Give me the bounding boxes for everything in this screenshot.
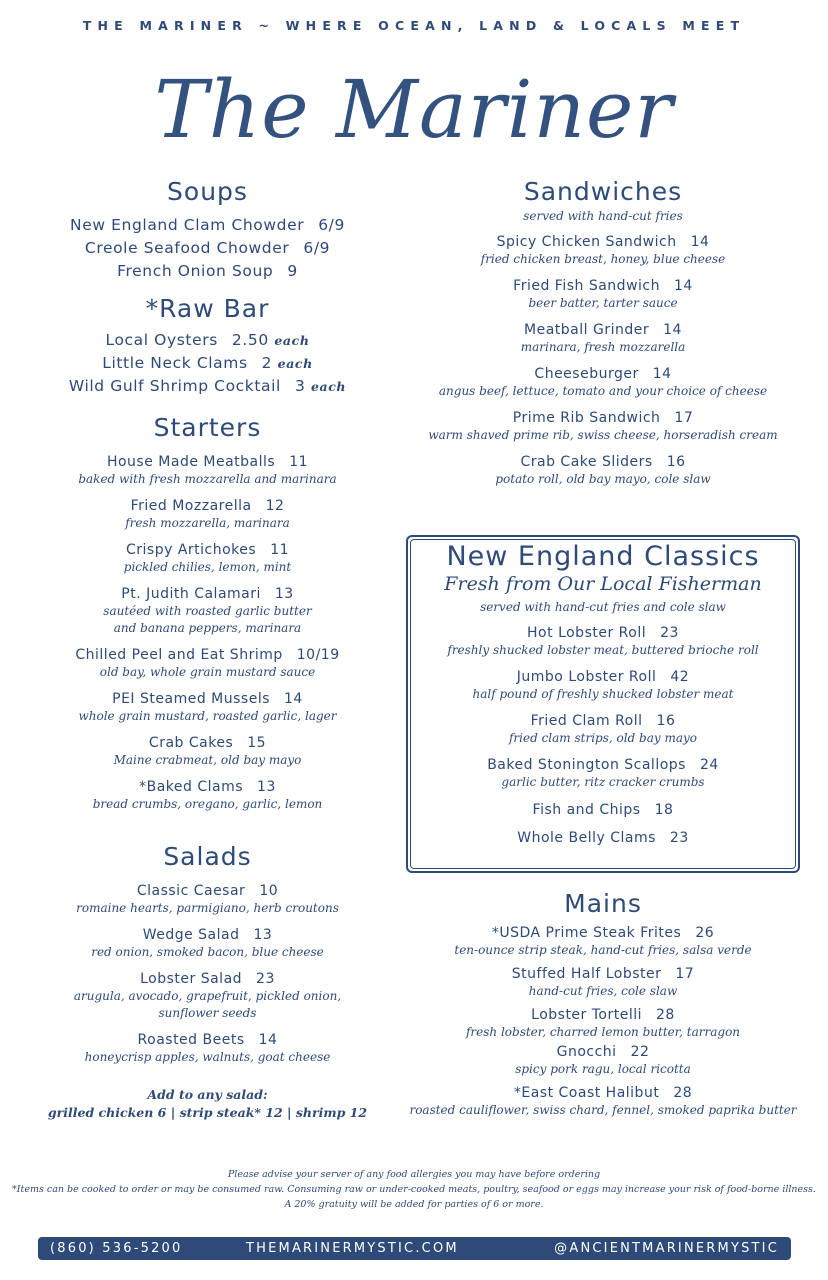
raw-bar-item: Local Oysters 2.50 each (105, 331, 310, 349)
phone-number[interactable]: (860) 536-5200 (50, 1241, 183, 1256)
addon-items: grilled chicken 6 | strip steak* 12 | shrimp 12 (47, 1105, 368, 1120)
salad-addons (25, 1086, 390, 1122)
starters-section (25, 412, 390, 813)
starter-item: Chilled Peel and Eat Shrimp 10/19 old bay, whole grain mustard sauce (75, 647, 340, 679)
sandwich-item: Fried Fish Sandwich 14 beer batter, tarter sauce (513, 278, 693, 310)
salads-title: Salads (163, 842, 252, 871)
starters-title: Starters (153, 413, 262, 442)
starter-item: House Made Meatballs 11 baked with fresh mozzarella and marinara (78, 454, 337, 486)
sandwiches-section (408, 176, 798, 488)
classic-item: Jumbo Lobster Roll 42 half pound of freshly shucked lobster meat (472, 669, 734, 701)
salads-section (25, 841, 390, 1122)
raw-bar-section (25, 293, 390, 398)
allergy-note: Please advise your server of any food allergies you may have before ordering (227, 1169, 601, 1180)
starter-item: Crab Cakes 15 Maine crabmeat, old bay mayo (113, 735, 302, 767)
header-tagline: THE MARINER ~ WHERE OCEAN, LAND & LOCALS MEET (82, 18, 746, 33)
starter-item: Fried Mozzarella 12 fresh mozzarella, marinara (125, 498, 290, 530)
sandwich-item: Cheeseburger 14 angus beef, lettuce, tomato and your choice of cheese (438, 366, 768, 398)
main-item: *USDA Prime Steak Frites 26 ten-ounce strip steak, hand-cut fries, salsa verde (454, 925, 752, 957)
raw-bar-title: *Raw Bar (145, 294, 270, 323)
soup-item: French Onion Soup 9 (117, 262, 298, 280)
sandwich-item: Crab Cake Sliders 16 potato roll, old bay mayo, cole slaw (495, 454, 711, 486)
salad-item: Roasted Beets 14 honeycrisp apples, walnuts, goat cheese (84, 1032, 331, 1064)
mains-title: Mains (564, 889, 642, 918)
classic-item: Fried Clam Roll 16 fried clam strips, old bay mayo (508, 713, 698, 745)
starter-item: PEI Steamed Mussels 14 whole grain mustard, roasted garlic, lager (78, 691, 337, 723)
left-column (25, 176, 390, 1122)
starter-item: *Baked Clams 13 bread crumbs, oregano, garlic, lemon (92, 779, 323, 811)
soup-item: Creole Seafood Chowder 6/9 (84, 239, 331, 257)
salad-item: Wedge Salad 13 red onion, smoked bacon, blue cheese (91, 927, 324, 959)
main-item: *East Coast Halibut 28 roasted cauliflower, swiss chard, fennel, smoked paprika butter (409, 1085, 797, 1117)
restaurant-logo: The Mariner (154, 63, 674, 156)
soup-item: New England Clam Chowder 6/9 (70, 216, 345, 234)
raw-bar-item: Wild Gulf Shrimp Cocktail 3 each (68, 377, 347, 395)
classic-item: Baked Stonington Scallops 24 garlic butter, ritz cracker crumbs (487, 757, 719, 789)
classics-title: New England Classics (446, 541, 760, 572)
starter-item: Crispy Artichokes 11 pickled chilies, lemon, mint (123, 542, 292, 574)
addon-title: Add to any salad: (147, 1087, 268, 1102)
classics-tagline: Fresh from Our Local Fisherman (444, 573, 762, 595)
classics-subtitle: served with hand-cut fries and cole slaw (480, 600, 726, 614)
right-column (408, 176, 798, 488)
salad-item: Lobster Salad 23 arugula, avocado, grapefruit, pickled onion, sunflower seeds (73, 971, 342, 1020)
sandwiches-title: Sandwiches (523, 177, 683, 206)
social-handle[interactable]: @ANCIENTMARINERMYSTIC (554, 1241, 779, 1256)
sandwiches-subtitle: served with hand-cut fries (523, 209, 683, 223)
sandwich-item: Prime Rib Sandwich 17 warm shaved prime rib, swiss cheese, horseradish cream (428, 410, 778, 442)
classic-item: Hot Lobster Roll 23 freshly shucked lobster meat, buttered brioche roll (447, 625, 759, 657)
main-item: Gnocchi 22 spicy pork ragu, local ricotta (515, 1044, 691, 1076)
classic-item: Fish and Chips 18 (532, 802, 674, 818)
gratuity-note: A 20% gratuity will be added for parties of 6 or more. (284, 1199, 544, 1210)
website-link[interactable]: THEMARINERMYSTIC.COM (246, 1241, 459, 1256)
contact-bar (38, 1237, 791, 1260)
main-item: Stuffed Half Lobster 17 hand-cut fries, cole slaw (511, 966, 695, 998)
main-item: Lobster Tortelli 28 fresh lobster, charred lemon butter, tarragon (465, 1007, 741, 1039)
footer-notes (0, 1167, 828, 1212)
raw-bar-item: Little Neck Clams 2 each (102, 354, 313, 372)
mains-section (406, 888, 800, 1119)
soups-section (25, 176, 390, 283)
classic-item: Whole Belly Clams 23 (517, 830, 689, 846)
sandwich-item: Spicy Chicken Sandwich 14 fried chicken breast, honey, blue cheese (480, 234, 726, 266)
sandwich-item: Meatball Grinder 14 marinara, fresh mozzarella (520, 322, 686, 354)
starter-item: Pt. Judith Calamari 13 sautéed with roasted garlic butter and banana peppers, marinara (103, 586, 312, 635)
classics-section (406, 540, 800, 847)
salad-item: Classic Caesar 10 romaine hearts, parmigiano, herb croutons (76, 883, 339, 915)
soups-title: Soups (167, 177, 248, 206)
raw-food-warning: *Items can be cooked to order or may be consumed raw. Consuming raw or under-cooked meats, poultry, seafood or eggs may increase your risk of food-borne illness. (12, 1184, 816, 1195)
